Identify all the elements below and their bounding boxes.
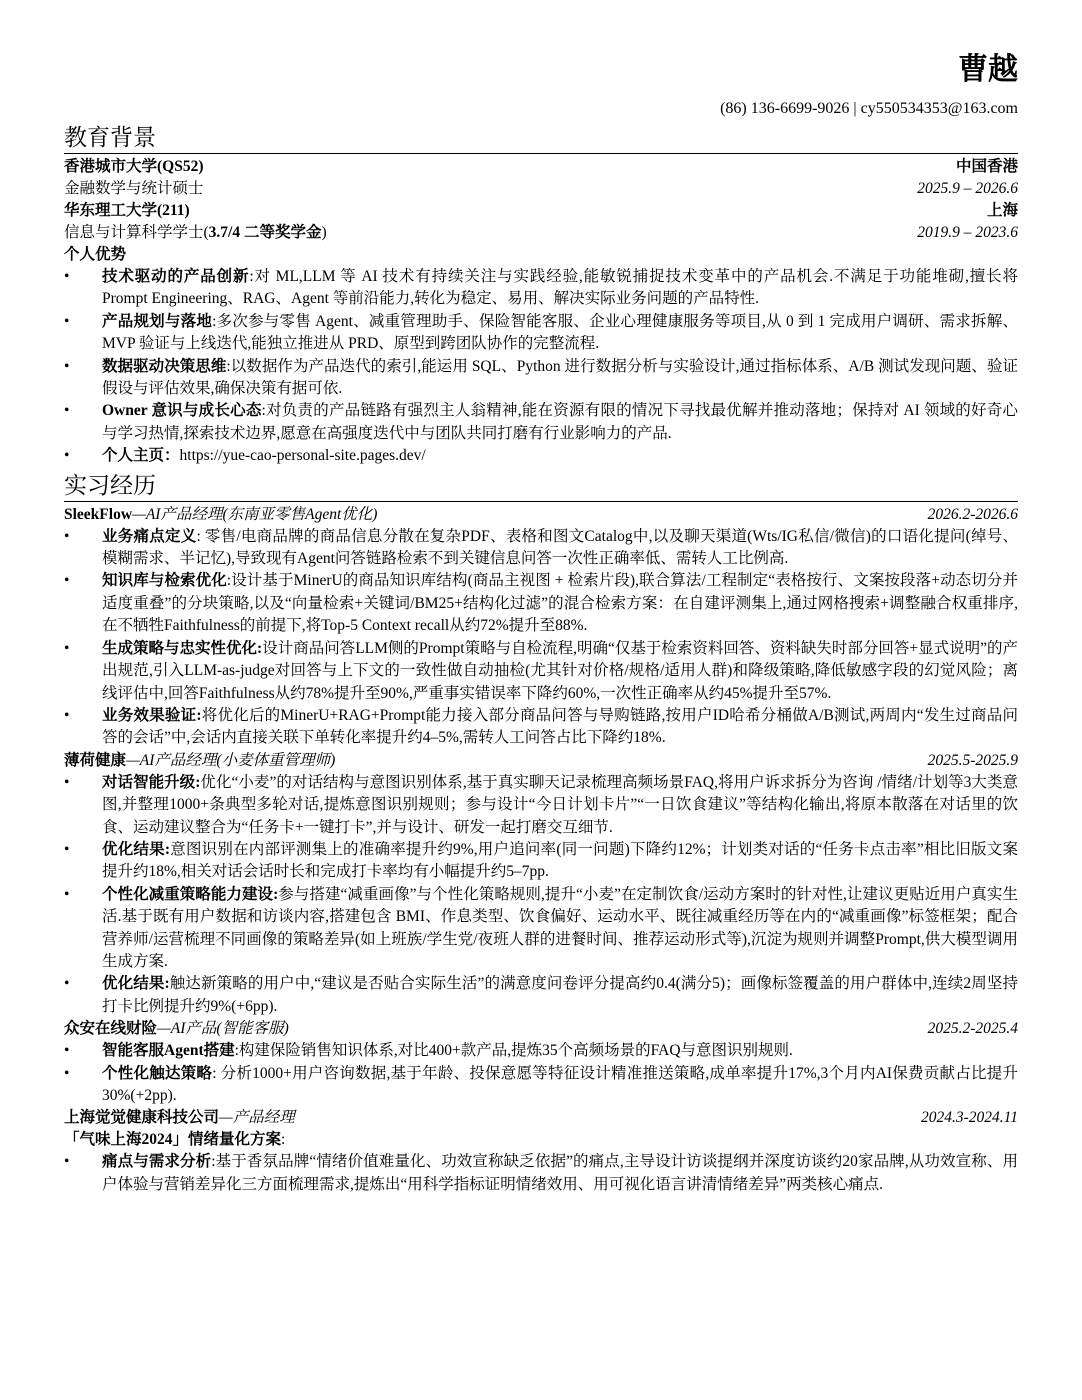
job-dates: 2026.2-2026.6 [927,505,1018,523]
job-bullets [64,1151,1018,1196]
item-label: 数据驱动决策思维 [102,357,227,375]
item-label: 生成策略与忠实性优化: [102,639,263,657]
list-item [64,973,1018,1018]
project-name: 「气味上海2024」情绪量化方案 [64,1131,282,1149]
education-entry [64,200,1018,244]
job-dates: 2024.3-2024.11 [920,1109,1018,1127]
job-header [64,504,1018,526]
item-text: :基于香氛品牌“情绪价值难量化、功效宣称缺乏依据”的痛点,主导设计访谈提纲并深度访谈约20家品牌,从功效宣称、用户体验与营销差异化三方面梳理需求,提炼出“用科学指标证明情绪效用、用可视化语言讲清情绪差异”两类核心痛点. [102,1153,1018,1193]
item-label: 技术驱动的产品创新 [102,268,250,285]
personal-site-link[interactable]: https://yue-cao-personal-site.pages.dev/ [179,447,426,465]
item-label: 业务效果验证: [102,706,202,724]
item-text: 意图识别在内部评测集上的准确率提升约9%,用户追问率(同一问题)下降约12%；计划类对话的“任务卡点击率”相比旧版文案提升约18%,相关对话会话时长和完成打卡率均有小幅提升约5–7pp. [102,840,1018,881]
degree-text-end: ) [321,224,327,241]
job-bullets [64,772,1018,1018]
item-text: 参与搭建“减重画像”与个性化策略规则,提升“小麦”在定制饮食/运动方案时的针对性,让建议更贴近用户真实生活.基于既有用户数据和访谈内容,搭建包含 BMI、作息类型、饮食偏好、运动水平、既往减重经历等在内的“减重画像”标签框架；配合营养师/运营梳理不同画像的策略差异(如上班族/学生党/夜班人群的进餐时间、推荐运动形式等),沉淀为规则并调整Prompt,供大模型调用生成方案. [102,885,1018,970]
school-name: 华东理工大学(211) [64,202,190,219]
item-text: : 零售/电商品牌的商品信息分散在复杂PDF、表格和图文Catalog中,以及聊天渠道(Wts/IG私信/微信)的口语化提问(绰号、模糊需求、半记忆),导致现有Agent问答链路检索不到关键信息问答一次性正确率低、需转人工比例高. [102,527,1018,568]
job-header [64,1018,1018,1040]
job-role: —AI产品(智能客服) [157,1020,289,1038]
job-dates: 2025.2-2025.4 [927,1020,1018,1038]
list-item [64,1040,1018,1062]
strengths-list [64,266,1018,468]
job-bullets [64,1040,1018,1107]
item-text: 优化“小麦”的对话结构与意图识别体系,基于真实聊天记录梳理高频场景FAQ,将用户诉求拆分为咨询 /情绪/计划等3大类意图,并整理1000+条典型多轮对话,提炼意图识别规则；参与设计“今日计划卡片”“一日饮食建议”等结构化输出,将原本散落在对话里的饮食、运动建议整合为“任务卡+一键打卡”,并与设计、研发一起打磨交互细节. [102,773,1019,836]
job-header [64,1107,1018,1129]
degree [64,222,327,244]
school-name: 香港城市大学(QS52) [64,158,204,175]
item-label: 痛点与需求分析 [102,1153,212,1171]
list-item [64,356,1018,401]
item-text: :以数据作为产品迭代的索引,能运用 SQL、Python 进行数据分析与实验设计,通过指标体系、A/B 测试发现问题、验证假设与评估效果,确保决策有据可依. [102,357,1018,398]
job-role: —产品经理 [219,1109,295,1127]
item-text: :多次参与零售 Agent、减重管理助手、保险智能客服、企业心理健康服务等项目,从 0 到 1 完成用户调研、需求拆解、MVP 验证与上线迭代,能独立推进从 PRD、原型到跨团队协作的完整流程. [102,312,1018,353]
project-title [64,1129,1018,1151]
gpa-award: 3.7/4 二等奖学金 [208,224,322,241]
item-text: :设计基于MinerU的商品知识库结构(商品主视图 + 检索片段),联合算法/工程制定“表格按行、文案按段落+动态切分并适度重叠”的分块策略,以及“向量检索+关键词/BM25+结构化过滤”的混合检索方案：在自建评测集上,通过网格搜索+调整融合权重排序,在不牺牲Faithfulness的前提下,将Top-5 Context recall从约72%提升至88%. [102,572,1018,635]
company-name: SleekFlow [64,505,133,523]
item-label: 优化结果: [102,840,171,858]
project-suffix: : [281,1131,286,1149]
item-text: 将优化后的MinerU+RAG+Prompt能力接入部分商品问答与导购链路,按用户ID哈希分桶做A/B测试,两周内“发生过商品问答的会话”中,会话内直接关联下单转化率提升约4–5%,需转人工问答占比下降约18%. [102,706,1018,747]
candidate-name: 曹越 [958,53,1018,86]
item-text: : 分析1000+用户咨询数据,基于年龄、投保意愿等特征设计精准推送策略,成单率提升17%,3个月内AI保费贡献占比提升30%(+2pp). [102,1064,1018,1104]
item-text: 设计商品问答LLM侧的Prompt策略与自检流程,明确“仅基于检索资料回答、资料缺失时部分回答+显式说明”的产出规范,引入LLM-as-judge对回答与上下文的一致性做自动抽检(尤其针对价格/规格/适用人群)和降级策略,降低敏感字段的幻觉风险；离线评估中,回答Faithfulness从约78%提升至90%,严重事实错误率下降约60%,一次性正确率从约45%提升至57%. [102,639,1018,702]
item-label: 知识库与检索优化 [102,572,227,590]
list-item [64,705,1018,750]
list-item [64,400,1018,445]
item-label: 业务痛点定义 [102,527,197,545]
item-text: :构建保险销售知识体系,对比400+款产品,提炼35个高频场景的FAQ与意图识别规则. [234,1042,793,1060]
item-label: Owner 意识与成长心态 [102,402,262,420]
item-label: 个性化减重策略能力建设: [102,885,279,903]
section-title-education: 教育背景 [64,124,1018,154]
contact-line: (86) 136-6699-9026 | cy550534353@163.com [720,100,1018,117]
list-item [64,526,1018,571]
item-label: 智能客服Agent搭建 [102,1042,235,1060]
education-dates: 2019.9 – 2023.6 [917,224,1018,241]
item-label: 优化结果: [102,975,170,993]
school-location: 中国香港 [955,158,1018,175]
list-item [64,266,1018,311]
list-item [64,1151,1018,1196]
list-item [64,570,1018,637]
list-item [64,772,1018,839]
list-item [64,839,1018,884]
section-title-experience: 实习经历 [64,472,1018,502]
strengths-title: 个人优势 [64,246,127,263]
job-header [64,750,1018,772]
company-name: 薄荷健康 [64,751,127,769]
degree: 金融数学与统计硕士 [64,180,204,197]
education-entry [64,156,1018,200]
job-bullets [64,526,1018,750]
school-location: 上海 [986,202,1018,219]
education-dates: 2025.9 – 2026.6 [917,180,1018,197]
item-label: 产品规划与落地 [102,312,213,330]
list-item [64,1063,1018,1108]
item-text: :对负责的产品链路有强烈主人翁精神,能在资源有限的情况下寻找最优解并推动落地；保持对 AI 领域的好奇心与学习热情,探索技术边界,愿意在高强度迭代中与团队共同打磨有行业影响力的产品. [102,402,1018,442]
item-text: :对 ML,LLM 等 AI 技术有持续关注与实践经验,能敏锐捕捉技术变革中的产品机会.不满足于功能堆砌,擅长将 Prompt Engineering、RAG、Agent 等前沿能力,转化为稳定、易用、解决实际业务问题的产品特性. [102,268,1018,308]
degree-text: 信息与计算科学学士( [64,224,209,241]
item-text: 触达新策略的用户中,“建议是否贴合实际生活”的满意度问卷评分提高约0.4(满分5)；画像标签覆盖的用户群体中,连续2周坚持打卡比例提升约9%(+6pp). [102,975,1018,1015]
list-item [64,311,1018,356]
job-dates: 2025.5-2025.9 [927,751,1018,769]
company-name: 众安在线财险 [64,1020,158,1038]
list-item [64,638,1018,705]
job-role: —AI产品经理(东南亚零售Agent优化) [132,505,378,523]
list-item [64,445,1018,467]
item-label: 对话智能升级: [102,773,201,791]
item-label: 个性化触达策略 [102,1064,213,1082]
company-name: 上海觉觉健康科技公司 [64,1109,220,1127]
job-role: —AI产品经理(小麦体重管理师) [126,751,336,769]
list-item [64,884,1018,974]
item-label: 个人主页： [102,447,180,465]
